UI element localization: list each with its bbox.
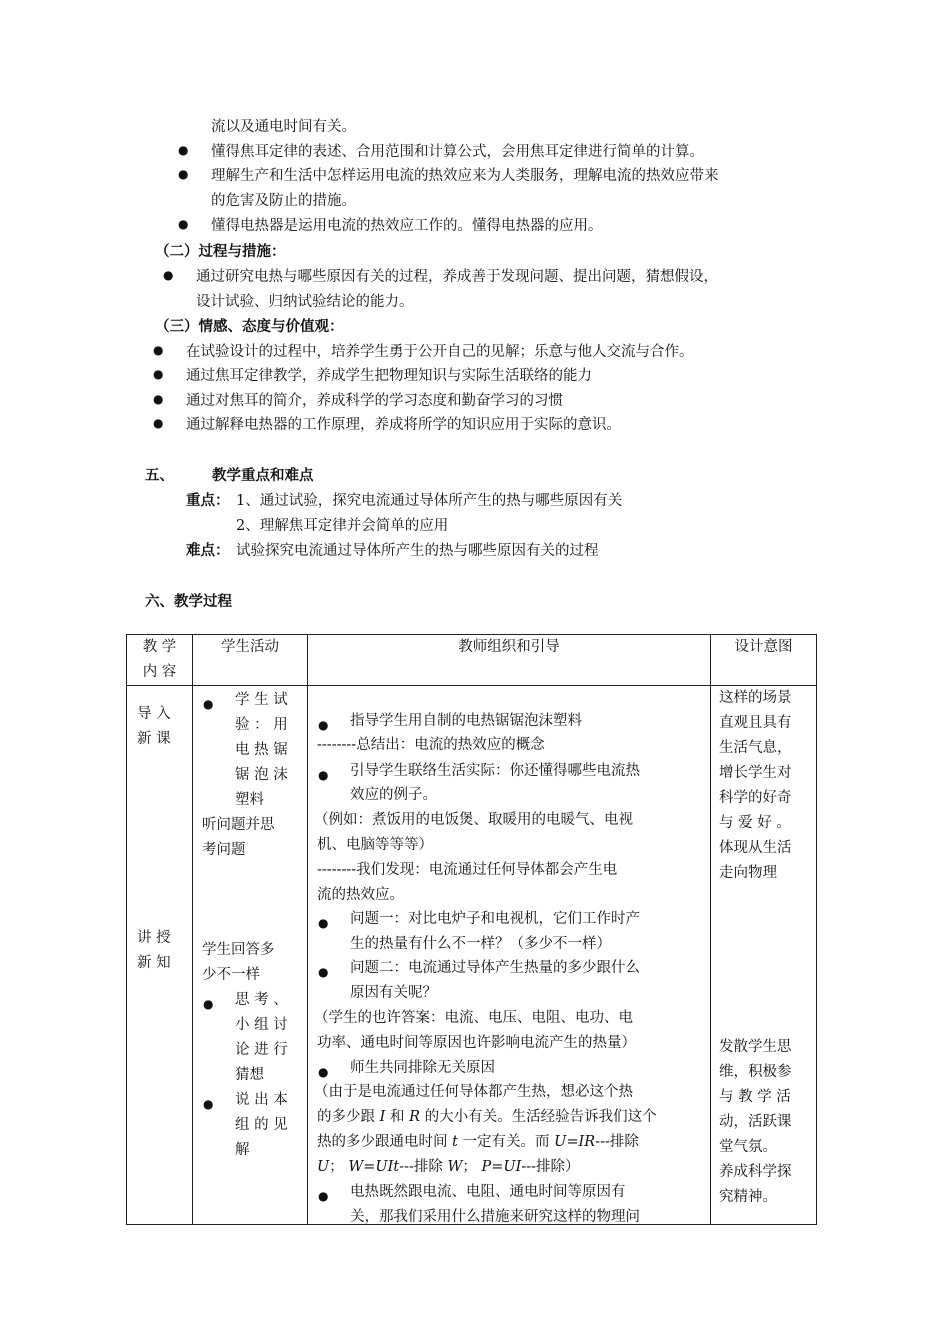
student-experiment: 学 生 试 验 ： 用 电 热 锯 锯 泡 沫 塑料 — [235, 692, 288, 808]
objective-bullet-3: 懂得电热器是运用电流的热效应工作的。懂得电热器的应用。 — [211, 218, 603, 234]
bullet-icon: ● — [153, 392, 164, 406]
section5-number: 五、 — [145, 467, 174, 484]
bullet-icon: ● — [318, 965, 329, 979]
process-item-cont: 设计试验、归纳试验结论的能力。 — [196, 294, 414, 310]
bullet-icon: ● — [318, 718, 329, 732]
key-points-label: 重点： — [186, 492, 230, 509]
bullet-icon: ● — [203, 997, 214, 1011]
bullet-icon: ● — [178, 167, 189, 181]
teacher-line: 机、电脑等等等） — [317, 837, 433, 853]
teacher-line: （学生的也许答案：电流、电压、电阻、电功、电 — [314, 1010, 633, 1026]
bullet-icon: ● — [318, 1189, 329, 1203]
emotion-heading: （三）情感、态度与价值观： — [155, 318, 344, 335]
teacher-line: 流的热效应。 — [317, 887, 404, 903]
student-cell — [193, 686, 308, 1225]
header-content-line: 教 学 — [142, 639, 177, 655]
header-design: 设计意图 — [711, 635, 817, 686]
student-say: 说 出 本 组 的 见 解 — [235, 1092, 288, 1158]
content-teach: 讲 授 — [137, 930, 171, 946]
teacher-line: 的多少跟 I 和 R 的大小有关。生活经验告诉我们这个 — [317, 1109, 657, 1125]
emotion-item: 在试验设计的过程中，培养学生勇于公开自己的见解；乐意与他人交流与合作。 — [186, 344, 694, 360]
design-intent-1: 这样的场景 直观且具有 生活气息， 增长学生对 科学的好奇 与 爱 好 。 体现从生活 走向物理 — [719, 690, 792, 881]
bullet-icon: ● — [318, 916, 329, 930]
header-teacher: 教师组织和引导 — [308, 635, 711, 686]
header-student: 学生活动 — [193, 635, 308, 686]
objective-bullet-2-cont: 的危害及防止的措施。 — [211, 193, 356, 209]
teacher-line: （例如：煮饭用的电饭煲、取暖用的电暖气、电视 — [314, 812, 633, 828]
objective-line: 流以及通电时间有关。 — [211, 119, 356, 135]
bullet-icon: ● — [318, 768, 329, 782]
student-think: 思 考 、 小 组 讨 论 进 行 猜想 — [235, 992, 288, 1083]
emotion-item: 通过解释电热器的工作原理，养成将所学的知识应用于实际的意识。 — [186, 417, 621, 433]
section5-title: 教学重点和难点 — [212, 467, 314, 484]
key-point-1: 1、通过试验，探究电流通过导体所产生的热与哪些原因有关 — [236, 493, 623, 509]
process-item: 通过研究电热与哪些原因有关的过程，养成善于发现问题、提出问题，猜想假设， — [196, 269, 718, 285]
content-cell — [127, 686, 193, 1225]
content-intro: 导 入 — [137, 706, 171, 722]
objective-bullet-2: 理解生产和生活中怎样运用电流的热效应来为人类服务，理解电流的热效应带来 — [211, 168, 719, 184]
bullet-icon: ● — [153, 367, 164, 381]
bullet-icon: ● — [163, 268, 174, 282]
teacher-line: （由于是电流通过任何导体都产生热，想必这个热 — [314, 1084, 633, 1100]
process-heading: （二）过程与措施： — [155, 243, 286, 260]
design-cell — [711, 686, 817, 1225]
bullet-icon: ● — [153, 416, 164, 430]
difficult-points-label: 难点： — [186, 542, 230, 559]
teacher-question-2: 问题二：电流通过导体产生热量的多少跟什么 — [350, 960, 640, 976]
teaching-process-table — [126, 634, 817, 1225]
teacher-line: 生的热量有什么不一样？（多少不一样） — [350, 936, 611, 952]
objective-bullet-1: 懂得焦耳定律的表述、合用范围和计算公式，会用焦耳定律进行简单的计算。 — [211, 144, 704, 160]
student-answer: 学生回答多 少不一样 — [202, 942, 275, 983]
bullet-icon: ● — [318, 1065, 329, 1079]
teacher-cell — [308, 686, 711, 1225]
student-listen: 听问题并思 考问题 — [202, 817, 275, 858]
header-content-line: 内 容 — [142, 664, 177, 680]
content-intro: 新 课 — [137, 731, 171, 747]
key-point-2: 2、理解焦耳定律并会简单的应用 — [236, 518, 449, 534]
bullet-icon: ● — [178, 143, 189, 157]
teacher-line: 功率、通电时间等原因也许影响电流产生的热量） — [317, 1035, 636, 1051]
teacher-line: 指导学生用自制的电热锯锯泡沫塑料 — [350, 713, 582, 729]
teacher-line: --------总结出：电流的热效应的概念 — [317, 737, 545, 753]
section6-title: 六、教学过程 — [145, 593, 232, 610]
teacher-line: 引导学生联络生活实际：你还懂得哪些电流热 — [350, 763, 640, 779]
teacher-line: 热的多少跟通电时间 t 一定有关。而 U=IR---排除 — [317, 1134, 639, 1150]
difficult-point: 试验探究电流通过导体所产生的热与哪些原因有关的过程 — [236, 543, 599, 559]
teacher-line: U； W=UIt---排除 W； P=UI---排除） — [317, 1159, 580, 1175]
emotion-item: 通过焦耳定律教学，养成学生把物理知识与实际生活联络的能力 — [186, 368, 592, 384]
teacher-line: 师生共同排除无关原因 — [350, 1060, 495, 1076]
header-content — [127, 635, 193, 686]
teacher-line: --------我们发现：电流通过任何导体都会产生电 — [317, 862, 618, 878]
teacher-line: 关，那我们采用什么措施来研究这样的物理问 — [350, 1209, 640, 1225]
table-header-row — [127, 635, 817, 686]
bullet-icon: ● — [153, 343, 164, 357]
design-intent-2: 发散学生思 维，积极参 与 教 学 活 动，活跃课 堂气氛。 养成科学探 究精神。 — [719, 1039, 792, 1205]
table-row — [127, 686, 817, 1225]
content-teach: 新 知 — [137, 955, 171, 971]
bullet-icon: ● — [178, 217, 189, 231]
teacher-line: 原因有关呢？ — [350, 985, 437, 1001]
emotion-item: 通过对焦耳的简介，养成科学的学习态度和勤奋学习的习惯 — [186, 393, 563, 409]
bullet-icon: ● — [203, 1097, 214, 1111]
teacher-line: 效应的例子。 — [350, 787, 437, 803]
teacher-question-1: 问题一：对比电炉子和电视机，它们工作时产 — [350, 911, 640, 927]
teacher-line: 电热既然跟电流、电阻、通电时间等原因有 — [350, 1184, 626, 1200]
bullet-icon: ● — [203, 697, 214, 711]
